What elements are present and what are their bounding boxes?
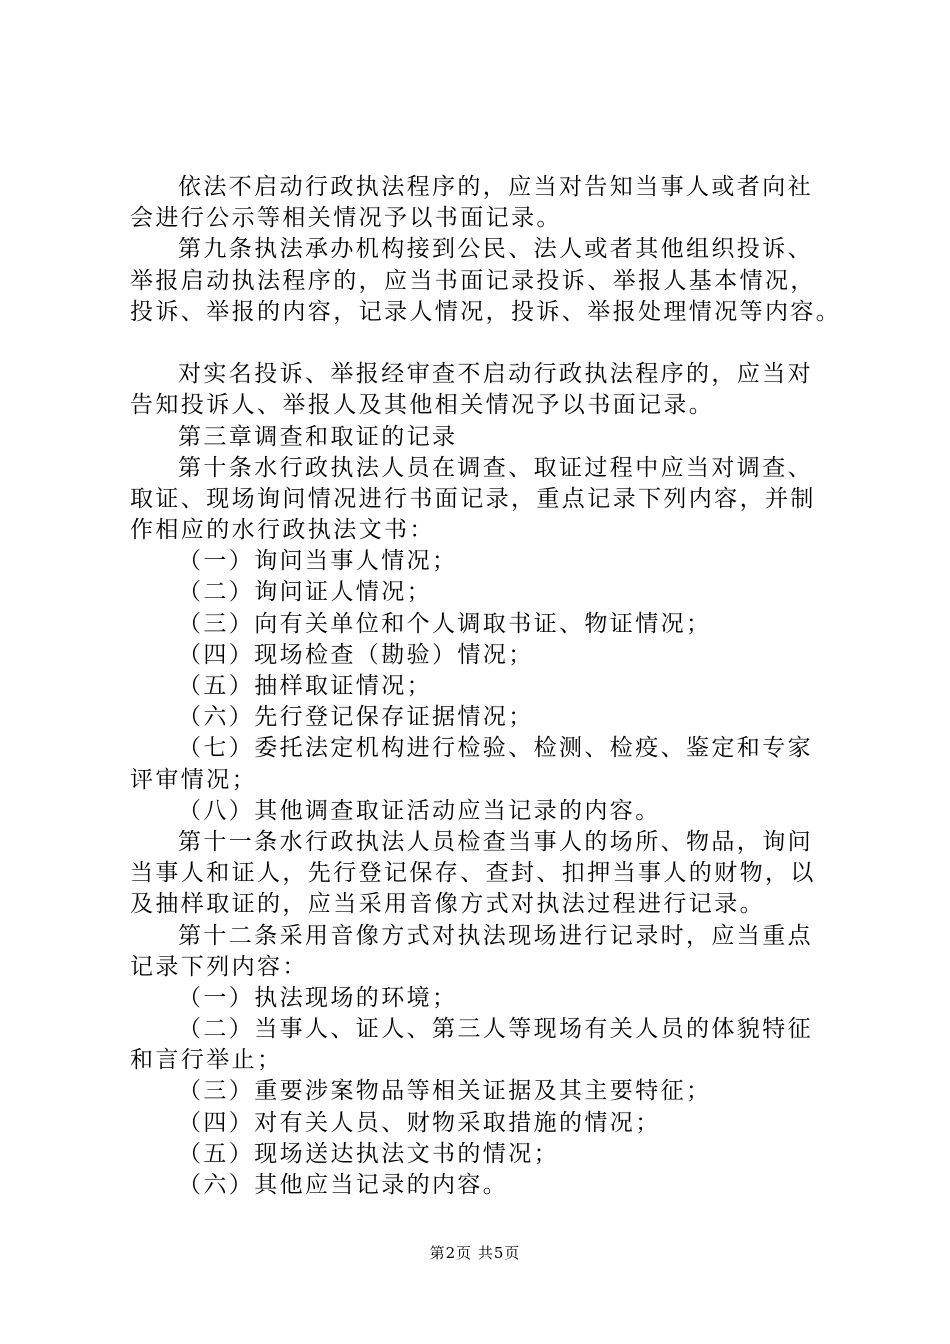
list-item: （七）委托法定机构进行检验、检测、检疫、鉴定和专家 <box>178 735 813 762</box>
text-line: 记录下列内容： <box>130 953 308 980</box>
list-item: （一）执法现场的环境； <box>178 984 458 1011</box>
list-item: （三）重要涉案物品等相关证据及其主要特征； <box>178 1078 712 1105</box>
article-12-heading-line: 第十二条采用音像方式对执法现场进行记录时，应当重点 <box>178 922 813 949</box>
list-item: （八）其他调查取证活动应当记录的内容。 <box>178 797 661 824</box>
list-item: （五）现场送达执法文书的情况； <box>178 1140 559 1167</box>
text-line: 对实名投诉、举报经审查不启动行政执法程序的，应当对 <box>178 361 813 388</box>
list-item: （二）当事人、证人、第三人等现场有关人员的体貌特征 <box>178 1016 813 1043</box>
list-item: （一）询问当事人情况； <box>178 548 458 575</box>
list-item: （三）向有关单位和个人调取书证、物证情况； <box>178 610 712 637</box>
list-item: （六）先行登记保存证据情况； <box>178 704 534 731</box>
text-line: 投诉、举报的内容，记录人情况，投诉、举报处理情况等内容。 <box>130 298 842 325</box>
list-item: （二）询问证人情况； <box>178 579 432 606</box>
page-number-footer: 第2页 共5页 <box>429 1244 521 1262</box>
text-line: 当事人和证人，先行登记保存、查封、扣押当事人的财物，以 <box>130 860 816 887</box>
article-9-heading-line: 第九条执法承办机构接到公民、法人或者其他组织投诉、 <box>178 236 813 263</box>
list-item: （五）抽样取证情况； <box>178 673 432 699</box>
text-line: 举报启动执法程序的，应当书面记录投诉、举报人基本情况， <box>130 267 816 294</box>
list-item: （四）现场检查（勘验）情况； <box>178 641 534 668</box>
text-line: 和言行举止； <box>130 1047 283 1074</box>
article-10-heading-line: 第十条水行政执法人员在调查、取证过程中应当对调查、 <box>178 454 813 481</box>
article-11-heading-line: 第十一条水行政执法人员检查当事人的场所、物品，询问 <box>178 828 813 855</box>
text-line: 告知投诉人、举报人及其他相关情况予以书面记录。 <box>130 392 715 419</box>
chapter-heading: 第三章调查和取证的记录 <box>178 423 458 450</box>
text-line: 会进行公示等相关情况予以书面记录。 <box>130 205 562 232</box>
text-line: 作相应的水行政执法文书： <box>130 517 435 544</box>
paragraph-gap <box>130 328 845 359</box>
list-item: （四）对有关人员、财物采取措施的情况； <box>178 1109 661 1136</box>
text-line: 取证、现场询问情况进行书面记录，重点记录下列内容，并制 <box>130 485 816 512</box>
text-line: 依法不启动行政执法程序的，应当对告知当事人或者向社 <box>178 174 813 200</box>
list-item: （六）其他应当记录的内容。 <box>178 1172 509 1198</box>
text-line: 及抽样取证的，应当采用音像方式对执法过程进行记录。 <box>130 891 765 918</box>
document-body <box>130 172 845 1201</box>
text-line: 评审情况； <box>130 766 257 793</box>
